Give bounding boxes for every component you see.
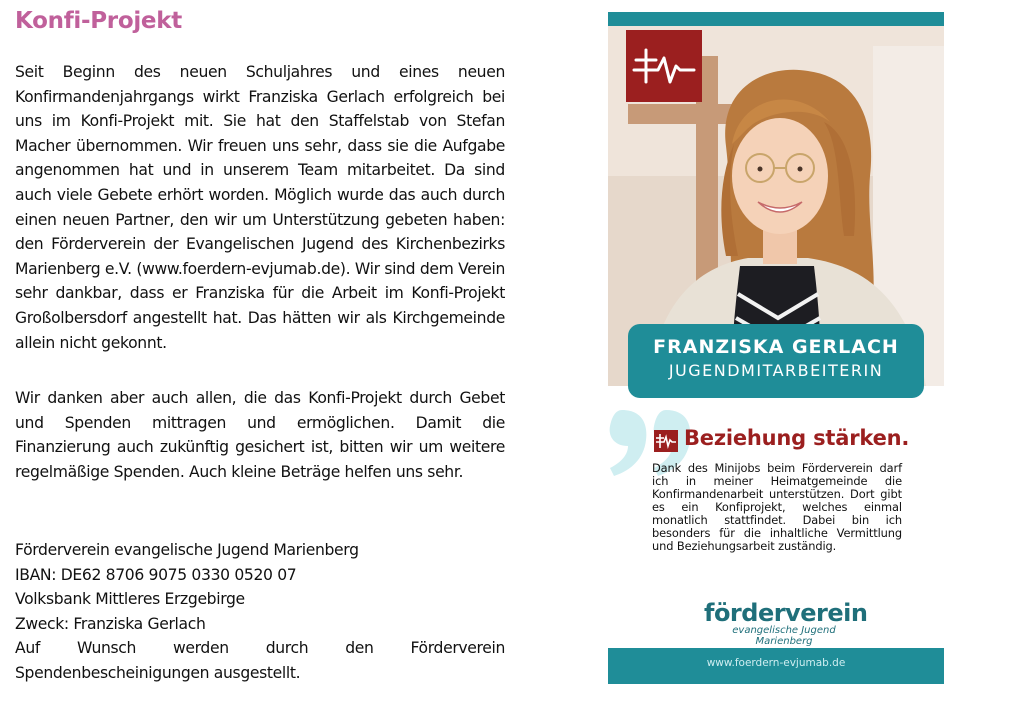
- ekg-cross-icon: [626, 30, 702, 102]
- article-title: Konfi-Projekt: [15, 8, 182, 34]
- bank-note: Auf Wunsch werden durch den Förderverein Spendenbescheinigungen ausgestellt.: [15, 639, 505, 682]
- bank-purpose: Zweck: Franziska Gerlach: [15, 614, 206, 633]
- foerderverein-logo-sub: evangelische Jugend Marienberg: [732, 625, 836, 647]
- person-role: JUGENDMITARBEITERIN: [668, 361, 884, 380]
- article-paragraph-1: Seit Beginn des neuen Schuljahres und eines neuen Konfirmandenjahrgangs wirkt Franziska Gerlach erfolgreich bei uns im Konfi-Projekt mit. Sie hat den Staffelstab von Stefan Macher übernommen. Wir freuen uns sehr, dass sie die Aufgabe angenommen hat und in unserem Team mitarbeitet. Da sind auch viele Gebete erhört worden. Möglich wurde das auch durch einen neuen Partner, den wir um Unterstützung gebeten haben: den Förderverein der Evangelischen Jugend des Kirchenbezirks Marienberg e.V. (www.foerdern-evjumab.de). Wir sind dem Verein sehr dankbar, dass er Franziska für die Arbeit im Konfi-Projekt Großolbersdorf angestellt hat. Das hätten wir als Kirchgemeinde allein nicht gekonnt.: [15, 63, 505, 352]
- bank-details: [15, 538, 505, 686]
- name-banner: [628, 324, 924, 398]
- person-name: FRANZISKA GERLACH: [653, 336, 899, 358]
- foerderverein-logo: [704, 599, 868, 647]
- ekg-cross-logo: [626, 30, 702, 102]
- bank-name: Volksbank Mittleres Erzgebirge: [15, 590, 245, 609]
- article-paragraph-2: Wir danken aber auch allen, die das Konfi-Projekt durch Gebet und Spenden mittragen und ermöglichen. Damit die Finanzierung auch zukünftig gesichert ist, bitten wir um weitere regelmäßige Spenden. Auch kleine Beträge helfen uns sehr.: [15, 389, 505, 481]
- flyer: [608, 12, 944, 684]
- flyer-heading-text: Beziehung stärken.: [684, 426, 910, 450]
- flyer-url: www.foerdern-evjumab.de: [706, 657, 846, 669]
- ekg-small-icon: [654, 430, 678, 452]
- flyer-bottom-bar: [608, 648, 944, 684]
- foerderverein-logo-word: förderverein: [704, 599, 868, 627]
- flyer-top-bar: [608, 12, 944, 26]
- bank-iban: IBAN: DE62 8706 9075 0330 0520 07: [15, 565, 297, 584]
- flyer-body-text: Dank des Minijobs beim Förderverein darf ich in meiner Heimatgemeinde die Konfirmandenarbeit unterstützen. Dort gibt es ein Konfiprojekt, welches einmal monatlich stattfindet. Dabei bin ich besonders für die inhaltliche Vermittlung und Beziehungsarbeit zuständig.: [652, 461, 902, 553]
- bank-recipient: Förderverein evangelische Jugend Marienberg: [15, 541, 359, 559]
